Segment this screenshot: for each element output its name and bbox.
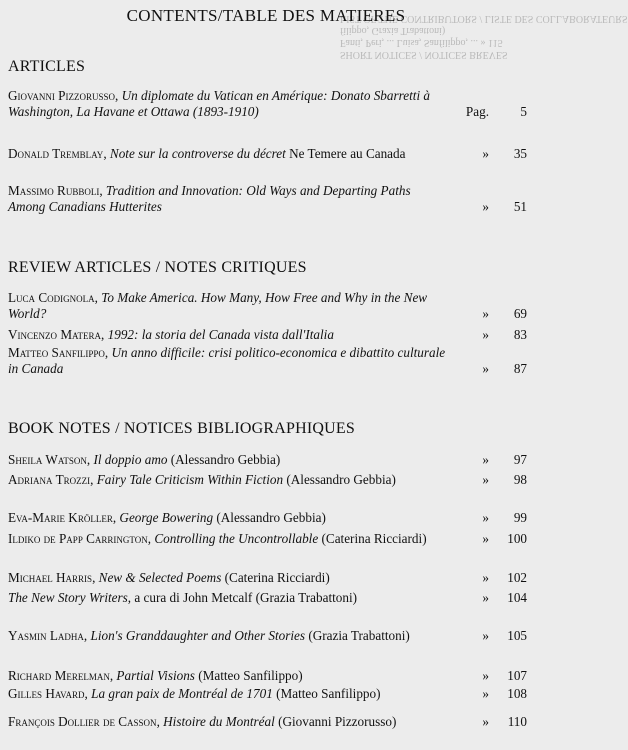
toc-entry: Eva-Marie Kröller, George Bowering (Alessandro Gebbia) » 99 <box>8 510 527 525</box>
toc-entry: Gilles Havard, La gran paix de Montréal de 1701 (Matteo Sanfilippo) » 108 <box>8 686 527 701</box>
entry-title: New & Selected Poems <box>98 570 222 585</box>
entry-author: Matteo Sanfilippo <box>8 345 105 360</box>
ditto-mark: » <box>482 327 489 342</box>
toc-entry: The New Story Writers, a cura di John Metcalf (Grazia Trabattoni) » 104 <box>8 590 527 605</box>
toc-entry: François Dollier de Casson, Histoire du Montréal (Giovanni Pizzorusso) » 110 <box>8 714 527 729</box>
bleed-line: Fanti, Peri, ... Luisa, Sanfilippo, ... » 115 <box>340 37 503 48</box>
toc-entry: Michael Harris, New & Selected Poems (Caterina Ricciardi) » 102 <box>8 570 527 585</box>
page-number: 100 <box>507 531 527 546</box>
ditto-mark: » <box>482 472 489 487</box>
ditto-mark: » <box>482 531 489 546</box>
page-number: 107 <box>507 668 527 683</box>
toc-entry: Donald Tremblay, Note sur la controverse du décret Ne Temere au Canada » 35 <box>8 146 527 161</box>
toc-entry: Massimo Rubboli, Tradition and Innovation: Old Ways and Departing Paths Among Canadians Hutterites » 51 <box>8 183 527 215</box>
page-number: 87 <box>513 361 527 377</box>
ditto-mark: » <box>482 146 489 161</box>
toc-entry: Adriana Trozzi, Fairy Tale Criticism Within Fiction (Alessandro Gebbia) » 98 <box>8 472 527 487</box>
toc-entry: Sheila Watson, Il doppio amo (Alessandro Gebbia) » 97 <box>8 452 527 467</box>
ditto-mark: » <box>482 199 489 215</box>
page-number: 5 <box>520 104 527 120</box>
entry-title: To Make America. How Many, How Free and Why in the New World? <box>8 290 428 322</box>
page-number: 102 <box>507 570 527 585</box>
entry-title: Controlling the Uncontrollable <box>154 531 319 546</box>
entry-author: Richard Merelman <box>8 668 110 683</box>
entry-author: Donald Tremblay <box>8 146 104 161</box>
entry-title: La gran paix de Montréal de 1701 <box>91 686 273 701</box>
section-heading-articles: ARTICLES <box>8 58 86 75</box>
toc-entry: Matteo Sanfilippo, Un anno difficile: crisi politico-economica e dibattito culturale in Canada » 87 <box>8 345 527 377</box>
entry-author: Gilles Havard <box>8 686 85 701</box>
ditto-mark: » <box>482 570 489 585</box>
entry-title: Histoire du Montréal <box>163 714 275 729</box>
section-heading-review-articles: REVIEW ARTICLES / NOTES CRITIQUES <box>8 259 307 276</box>
entry-title: Lion's Granddaughter and Other Stories <box>90 628 306 643</box>
entry-author: Giovanni Pizzorusso <box>8 88 115 103</box>
ditto-mark: » <box>482 628 489 643</box>
bleed-line: LIST OF THE CONTRIBUTORS / LISTE DES COLLABORATEURS <box>340 13 628 24</box>
page-number: 35 <box>513 146 527 161</box>
bleed-line: SHORT NOTICES / NOTICES BREVES <box>340 49 508 60</box>
entry-title: Partial Visions <box>116 668 195 683</box>
page-number: 99 <box>513 510 527 525</box>
page-number: 110 <box>507 714 527 729</box>
page-number: 108 <box>507 686 527 701</box>
bleed-line: filippo, Grazia Trabattoni) <box>340 25 446 36</box>
entry-title: Tradition and Innovation: Old Ways and Departing Paths Among Canadians Hutterites <box>8 183 411 215</box>
entry-author: Michael Harris <box>8 570 93 585</box>
entry-author: Luca Codignola <box>8 290 95 305</box>
page-number: 97 <box>513 452 527 467</box>
ditto-mark: » <box>482 510 489 525</box>
entry-title: Note sur la controverse du décret <box>109 146 286 161</box>
entry-title: Il doppio amo <box>93 452 168 467</box>
page-title: CONTENTS/TABLE DES MATIERES <box>126 6 406 25</box>
page-number: 83 <box>513 327 527 342</box>
section-heading-book-notes: BOOK NOTES / NOTICES BIBLIOGRAPHIQUES <box>8 420 355 437</box>
entry-author: Adriana Trozzi <box>8 472 91 487</box>
entry-title: Un diplomate du Vatican en Amérique: Donato Sbarretti à Washington, La Havane et Ottawa (1893-1910) <box>8 88 430 120</box>
ditto-mark: » <box>482 714 489 729</box>
ditto-mark: » <box>482 361 489 377</box>
toc-entry: Luca Codignola, To Make America. How Many, How Free and Why in the New World? » 69 <box>8 290 527 322</box>
entry-author: François Dollier de Casson <box>8 714 157 729</box>
entry-title: Fairy Tale Criticism Within Fiction <box>96 472 284 487</box>
entry-author: Eva-Marie Kröller <box>8 510 113 525</box>
ditto-mark: » <box>482 452 489 467</box>
page-prefix: Pag. <box>465 104 489 120</box>
page-number: 105 <box>507 628 527 643</box>
ditto-mark: » <box>482 590 489 605</box>
entry-title: 1992: la storia del Canada vista dall'Italia <box>107 327 334 342</box>
entry-author: Sheila Watson <box>8 452 87 467</box>
ditto-mark: » <box>482 668 489 683</box>
toc-entry: Vincenzo Matera, 1992: la storia del Canada vista dall'Italia » 83 <box>8 327 527 342</box>
entry-author: Massimo Rubboli <box>8 183 100 198</box>
entry-title: The New Story Writers <box>8 590 128 605</box>
ditto-mark: » <box>482 686 489 701</box>
entry-title: George Bowering <box>119 510 214 525</box>
toc-entry: Ildiko de Papp Carrington, Controlling the Uncontrollable (Caterina Ricciardi) » 100 <box>8 531 527 546</box>
page-number: 104 <box>507 590 527 605</box>
entry-author: Vincenzo Matera <box>8 327 102 342</box>
toc-entry: Giovanni Pizzorusso, Un diplomate du Vatican en Amérique: Donato Sbarretti à Washington, La Havane et Ottawa (1893-1910) Pag. 5 <box>8 88 527 120</box>
page-number: 69 <box>513 306 527 322</box>
entry-title: Un anno difficile: crisi politico-economica e dibattito culturale in Canada <box>8 345 446 377</box>
toc-entry: Yasmin Ladha, Lion's Granddaughter and Other Stories (Grazia Trabattoni) » 105 <box>8 628 527 643</box>
entry-author: Yasmin Ladha <box>8 628 84 643</box>
toc-entry: Richard Merelman, Partial Visions (Matteo Sanfilippo) » 107 <box>8 668 527 683</box>
page-number: 51 <box>513 199 527 215</box>
page-number: 98 <box>513 472 527 487</box>
entry-author: Ildiko de Papp Carrington <box>8 531 148 546</box>
ditto-mark: » <box>482 306 489 322</box>
